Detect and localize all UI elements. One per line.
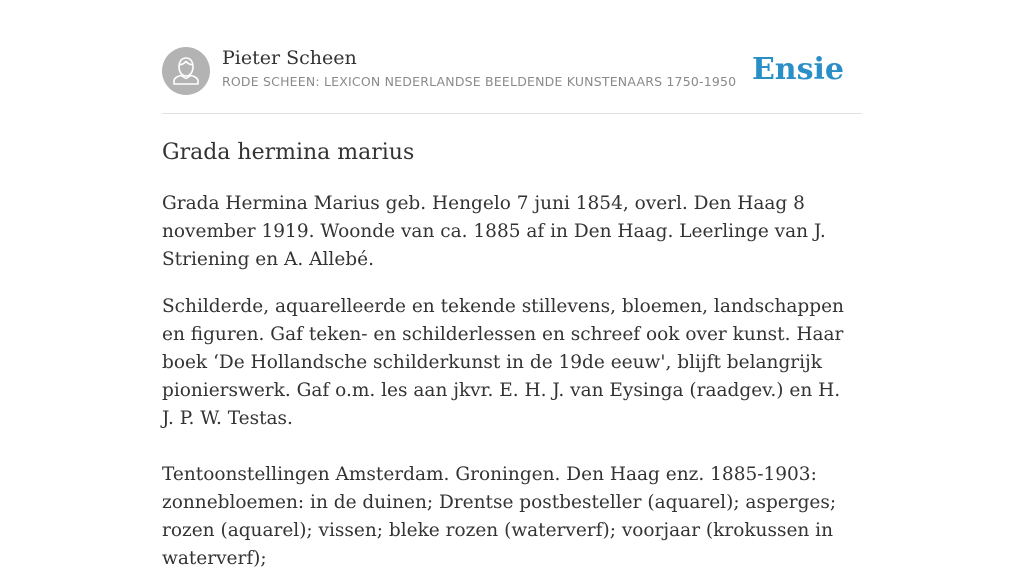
paragraph: Tentoonstellingen Amsterdam. Groningen. Den Haag enz. 1885-1903: zonnebloemen: in de duinen; Drentse postbesteller (aquarel); asperges; rozen (aquarel); vissen; bleke rozen (waterverf); voorjaar (krokussen in waterverf); (162, 464, 837, 569)
user-icon (162, 47, 210, 95)
ensie-logo[interactable]: Ensie (751, 52, 844, 87)
author-name[interactable]: Pieter Scheen (222, 47, 357, 69)
article-body (162, 190, 852, 573)
article-title: Grada hermina marius (162, 140, 415, 165)
avatar[interactable] (162, 47, 210, 95)
header-divider (162, 113, 862, 114)
source-title: RODE SCHEEN: LEXICON NEDERLANDSE BEELDENDE KUNSTENAARS 1750-1950 (222, 74, 737, 89)
paragraph: Grada Hermina Marius geb. Hengelo 7 juni 1854, overl. Den Haag 8 november 1919. Woonde van ca. 1885 af in Den Haag. Leerlinge van J. Striening en A. Allebé. (162, 193, 826, 270)
paragraph: Schilderde, aquarelleerde en tekende stillevens, bloemen, landschappen en figuren. Gaf teken- en schilderlessen en schreef ook over kunst. Haar boek ‘De Hollandsche schilderkunst in de 19de eeuw', blijft belangrijk pionierswerk. Gaf o.m. les aan jkvr. E. H. J. van Eysinga (raadgev.) en H. J. P. W. Testas. (162, 296, 844, 429)
article-header (162, 46, 862, 96)
